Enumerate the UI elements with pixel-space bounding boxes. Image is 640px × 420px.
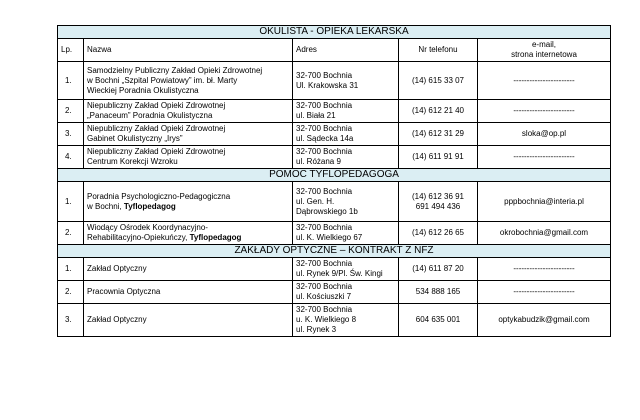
column-header-adres: Adres <box>293 39 399 62</box>
section-header-optyczne <box>58 245 611 258</box>
table-row <box>58 281 611 304</box>
section-title: ZAKŁADY OPTYCZNE – KONTRAKT Z NFZ <box>58 245 611 258</box>
facility-phone: (14) 611 91 91 <box>399 146 478 169</box>
table-row <box>58 304 611 337</box>
facility-email-link[interactable]: pppbochnia@interia.pl <box>478 182 611 222</box>
column-header-lp: Lp. <box>58 39 84 62</box>
facility-email-empty: ----------------------- <box>478 100 611 123</box>
facility-email-empty: ----------------------- <box>478 146 611 169</box>
facility-phone: (14) 612 31 29 <box>399 123 478 146</box>
facility-address: 32-700 Bochnia u. K. Wielkiego 8 ul. Rynek 3 <box>293 304 399 337</box>
row-number: 1. <box>58 182 84 222</box>
facility-role-bold: Tyflopedagog <box>189 233 242 242</box>
facility-name <box>84 146 293 169</box>
facility-email-link[interactable]: optykabudzik@gmail.com <box>478 304 611 337</box>
table-body <box>58 26 611 337</box>
row-number: 2. <box>58 222 84 245</box>
facility-name-text: Niepubliczny Zakład Opieki Zdrowotnej Centrum Korekcji Wzroku <box>87 147 226 166</box>
facility-address: 32-700 Bochnia Ul. Krakowska 31 <box>293 62 399 100</box>
facility-email-empty: ----------------------- <box>478 281 611 304</box>
facility-email-link[interactable]: sloka@op.pl <box>478 123 611 146</box>
facility-phone: (14) 612 36 91 691 494 436 <box>399 182 478 222</box>
facility-address: 32-700 Bochnia ul. Różana 9 <box>293 146 399 169</box>
facility-phone: 534 888 165 <box>399 281 478 304</box>
row-number: 1. <box>58 258 84 281</box>
facility-address: 32-700 Bochnia ul. K. Wielkiego 67 <box>293 222 399 245</box>
row-number: 4. <box>58 146 84 169</box>
column-header-telefon: Nr telefonu <box>399 39 478 62</box>
section-header-okulista <box>58 26 611 39</box>
column-header-email: e-mail, strona internetowa <box>478 39 611 62</box>
row-number: 3. <box>58 304 84 337</box>
contact-table <box>57 25 611 337</box>
facility-address: 32-700 Bochnia ul. Kościuszki 7 <box>293 281 399 304</box>
row-number: 1. <box>58 62 84 100</box>
facility-name-text: Zakład Optyczny <box>87 264 147 273</box>
facility-name <box>84 281 293 304</box>
row-number: 2. <box>58 100 84 123</box>
table-row <box>58 62 611 100</box>
facility-phone: (14) 612 21 40 <box>399 100 478 123</box>
facility-address: 32-700 Bochnia ul. Gen. H. Dąbrowskiego 1b <box>293 182 399 222</box>
facility-phone: (14) 615 33 07 <box>399 62 478 100</box>
facility-name-text: Poradnia Psychologiczno-Pedagogiczna w Bochni, <box>87 191 231 211</box>
facility-phone: (14) 612 26 65 <box>399 222 478 245</box>
row-number: 3. <box>58 123 84 146</box>
row-number: 2. <box>58 281 84 304</box>
table-row <box>58 258 611 281</box>
section-title: POMOC TYFLOPEDAGOGA <box>58 169 611 182</box>
table-row <box>58 182 611 222</box>
facility-name <box>84 258 293 281</box>
table-row <box>58 222 611 245</box>
facility-email-empty: ----------------------- <box>478 258 611 281</box>
facility-name-text: Samodzielny Publiczny Zakład Opieki Zdrowotnej w Bochni „Szpital Powiatowy” im. bł. Marty Wieckiej Poradnia Okulistyczna <box>87 65 263 95</box>
column-header-row <box>58 39 611 62</box>
facility-name-text: Niepubliczny Zakład Opieki Zdrowotnej Gabinet Okulistyczny „Irys” <box>87 124 226 143</box>
facility-name <box>84 62 293 100</box>
table-row <box>58 123 611 146</box>
facility-name <box>84 222 293 245</box>
facility-email-empty: ----------------------- <box>478 62 611 100</box>
table-row <box>58 146 611 169</box>
facility-phone: (14) 611 87 20 <box>399 258 478 281</box>
facility-name <box>84 182 293 222</box>
facility-name-text: Wiodący Ośrodek Koordynacyjno- Rehabilitacyjno-Opiekuńczy, <box>87 223 208 242</box>
facility-name-text: Zakład Optyczny <box>87 315 147 324</box>
facility-address: 32-700 Bochnia ul. Biała 21 <box>293 100 399 123</box>
section-header-tyflopedagog <box>58 169 611 182</box>
facility-role-bold: Tyflopedagog <box>123 201 176 211</box>
facility-name-text: Pracownia Optyczna <box>87 287 161 296</box>
column-header-nazwa: Nazwa <box>84 39 293 62</box>
facility-name <box>84 123 293 146</box>
section-title: OKULISTA - OPIEKA LEKARSKA <box>58 26 611 39</box>
facility-name-text: Niepubliczny Zakład Opieki Zdrowotnej „Panaceum” Poradnia Okulistyczna <box>87 101 226 120</box>
facility-email-link[interactable]: okrobochnia@gmail.com <box>478 222 611 245</box>
facility-address: 32-700 Bochnia ul. Rynek 9/Pl. Św. Kingi <box>293 258 399 281</box>
table-row <box>58 100 611 123</box>
facility-name <box>84 100 293 123</box>
facility-phone: 604 635 001 <box>399 304 478 337</box>
facility-address: 32-700 Bochnia ul. Sądecka 14a <box>293 123 399 146</box>
facility-name <box>84 304 293 337</box>
